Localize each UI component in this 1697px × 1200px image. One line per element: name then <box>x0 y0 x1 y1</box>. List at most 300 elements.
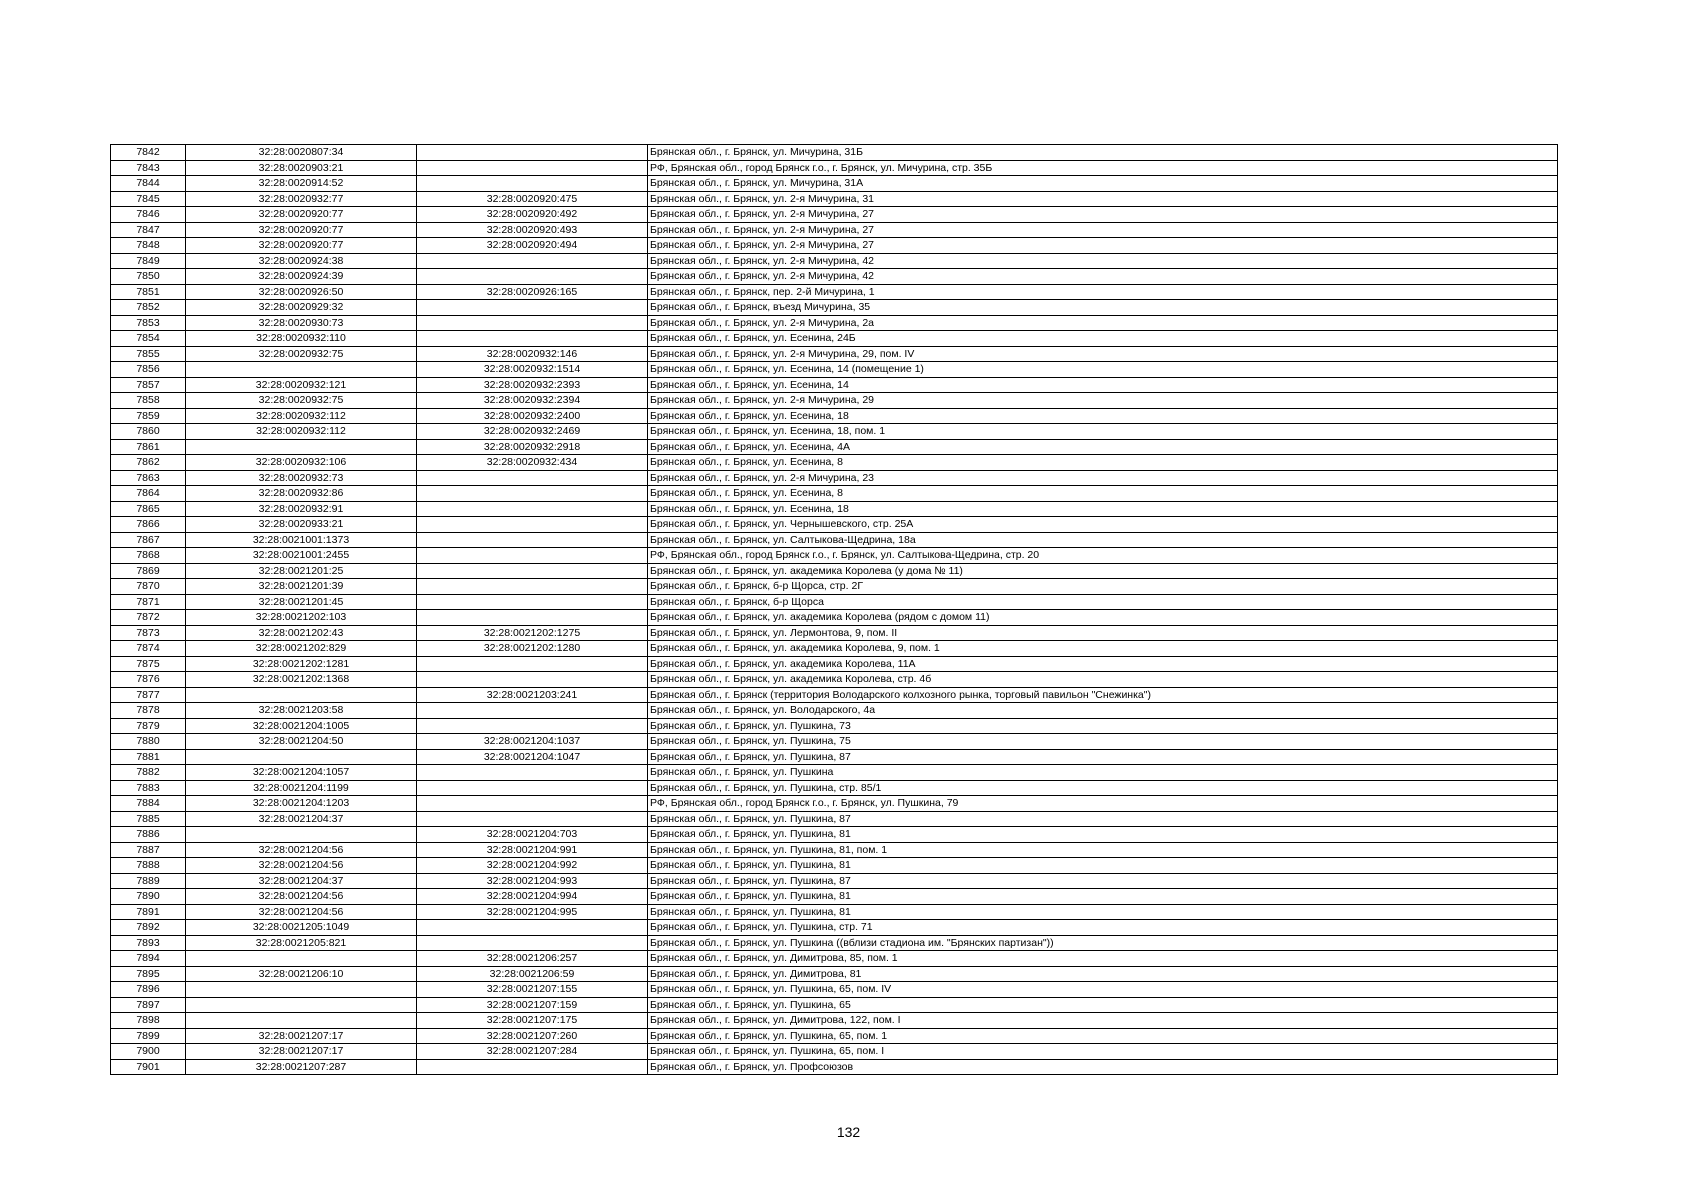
table-row <box>111 1059 1558 1075</box>
table-row <box>111 982 1558 998</box>
row-number-cell: 7842 <box>111 145 186 161</box>
land-cadastral-number-cell: 32:28:0020929:32 <box>186 300 417 316</box>
address-cell: Брянская обл., г. Брянск, ул. Димитрова, 81 <box>648 966 1558 982</box>
row-number-cell: 7863 <box>111 470 186 486</box>
land-cadastral-number-cell: 32:28:0021206:10 <box>186 966 417 982</box>
land-cadastral-number-cell: 32:28:0021204:1057 <box>186 765 417 781</box>
row-number-cell: 7880 <box>111 734 186 750</box>
land-cadastral-number-cell: 32:28:0021202:1281 <box>186 656 417 672</box>
table-row <box>111 718 1558 734</box>
table-row <box>111 951 1558 967</box>
row-number-cell: 7896 <box>111 982 186 998</box>
table-row <box>111 796 1558 812</box>
table-row <box>111 641 1558 657</box>
land-cadastral-number-cell: 32:28:0021204:1005 <box>186 718 417 734</box>
address-cell: Брянская обл., г. Брянск, ул. Пушкина, 73 <box>648 718 1558 734</box>
table-row <box>111 424 1558 440</box>
row-number-cell: 7866 <box>111 517 186 533</box>
address-cell: Брянская обл., г. Брянск, ул. Салтыкова-Щедрина, 18а <box>648 532 1558 548</box>
land-cadastral-number-cell: 32:28:0021202:1368 <box>186 672 417 688</box>
table-row <box>111 625 1558 641</box>
object-cadastral-number-cell <box>417 935 648 951</box>
table-row <box>111 811 1558 827</box>
object-cadastral-number-cell <box>417 145 648 161</box>
row-number-cell: 7848 <box>111 238 186 254</box>
table-row <box>111 842 1558 858</box>
address-cell: Брянская обл., г. Брянск, ул. Пушкина, стр. 85/1 <box>648 780 1558 796</box>
object-cadastral-number-cell <box>417 548 648 564</box>
address-cell: Брянская обл., г. Брянск, ул. Профсоюзов <box>648 1059 1558 1075</box>
row-number-cell: 7854 <box>111 331 186 347</box>
address-cell: Брянская обл., г. Брянск, ул. Пушкина, 65, пом. I <box>648 1044 1558 1060</box>
row-number-cell: 7865 <box>111 501 186 517</box>
land-cadastral-number-cell: 32:28:0020932:86 <box>186 486 417 502</box>
object-cadastral-number-cell: 32:28:0021204:992 <box>417 858 648 874</box>
object-cadastral-number-cell <box>417 672 648 688</box>
page-number: 132 <box>836 1124 861 1140</box>
address-cell: Брянская обл., г. Брянск, ул. академика Королева, 11А <box>648 656 1558 672</box>
address-cell: Брянская обл., г. Брянск, ул. Есенина, 18 <box>648 408 1558 424</box>
object-cadastral-number-cell: 32:28:0021204:1047 <box>417 749 648 765</box>
land-cadastral-number-cell: 32:28:0020920:77 <box>186 238 417 254</box>
table-row <box>111 656 1558 672</box>
object-cadastral-number-cell: 32:28:0020920:475 <box>417 191 648 207</box>
row-number-cell: 7877 <box>111 687 186 703</box>
land-cadastral-number-cell: 32:28:0020932:75 <box>186 346 417 362</box>
land-cadastral-number-cell: 32:28:0020932:106 <box>186 455 417 471</box>
row-number-cell: 7851 <box>111 284 186 300</box>
row-number-cell: 7857 <box>111 377 186 393</box>
table-row <box>111 439 1558 455</box>
address-cell: Брянская обл., г. Брянск, ул. Пушкина, 65, пом. 1 <box>648 1028 1558 1044</box>
object-cadastral-number-cell: 32:28:0021204:995 <box>417 904 648 920</box>
address-cell: Брянская обл., г. Брянск, ул. Есенина, 18, пом. 1 <box>648 424 1558 440</box>
address-cell: Брянская обл., г. Брянск, ул. Есенина, 8 <box>648 486 1558 502</box>
land-cadastral-number-cell: 32:28:0021201:25 <box>186 563 417 579</box>
object-cadastral-number-cell <box>417 796 648 812</box>
row-number-cell: 7849 <box>111 253 186 269</box>
land-cadastral-number-cell <box>186 687 417 703</box>
table-row <box>111 238 1558 254</box>
land-cadastral-number-cell: 32:28:0021202:103 <box>186 610 417 626</box>
object-cadastral-number-cell <box>417 160 648 176</box>
land-cadastral-number-cell: 32:28:0020932:77 <box>186 191 417 207</box>
land-cadastral-number-cell: 32:28:0020932:75 <box>186 393 417 409</box>
object-cadastral-number-cell: 32:28:0021207:260 <box>417 1028 648 1044</box>
object-cadastral-number-cell <box>417 811 648 827</box>
land-cadastral-number-cell <box>186 982 417 998</box>
object-cadastral-number-cell: 32:28:0021202:1275 <box>417 625 648 641</box>
table-row <box>111 191 1558 207</box>
land-cadastral-number-cell: 32:28:0021204:1199 <box>186 780 417 796</box>
table-row <box>111 300 1558 316</box>
land-cadastral-number-cell: 32:28:0021207:17 <box>186 1044 417 1060</box>
object-cadastral-number-cell: 32:28:0020920:492 <box>417 207 648 223</box>
object-cadastral-number-cell: 32:28:0021206:257 <box>417 951 648 967</box>
land-cadastral-number-cell: 32:28:0020914:52 <box>186 176 417 192</box>
address-cell: Брянская обл., г. Брянск, пер. 2-й Мичурина, 1 <box>648 284 1558 300</box>
table-row <box>111 176 1558 192</box>
land-cadastral-number-cell: 32:28:0021201:45 <box>186 594 417 610</box>
object-cadastral-number-cell <box>417 1059 648 1075</box>
table-row <box>111 315 1558 331</box>
land-cadastral-number-cell: 32:28:0021204:56 <box>186 858 417 874</box>
object-cadastral-number-cell: 32:28:0020932:434 <box>417 455 648 471</box>
land-cadastral-number-cell: 32:28:0020932:112 <box>186 424 417 440</box>
table-row <box>111 145 1558 161</box>
address-cell: РФ, Брянская обл., город Брянск г.о., г. Брянск, ул. Пушкина, 79 <box>648 796 1558 812</box>
object-cadastral-number-cell: 32:28:0021204:991 <box>417 842 648 858</box>
object-cadastral-number-cell <box>417 331 648 347</box>
table-row <box>111 889 1558 905</box>
land-cadastral-number-cell: 32:28:0020932:91 <box>186 501 417 517</box>
address-cell: Брянская обл., г. Брянск, ул. Пушкина, 81, пом. 1 <box>648 842 1558 858</box>
address-cell: Брянская обл., г. Брянск, ул. академика Королева, стр. 4б <box>648 672 1558 688</box>
address-cell: Брянская обл., г. Брянск, ул. 2-я Мичурина, 31 <box>648 191 1558 207</box>
address-cell: Брянская обл., г. Брянск, ул. Пушкина, 81 <box>648 889 1558 905</box>
address-cell: Брянская обл., г. Брянск, ул. 2-я Мичурина, 42 <box>648 253 1558 269</box>
address-cell: Брянская обл., г. Брянск, ул. академика Королева, 9, пом. 1 <box>648 641 1558 657</box>
land-cadastral-number-cell: 32:28:0021205:1049 <box>186 920 417 936</box>
address-cell: РФ, Брянская обл., город Брянск г.о., г. Брянск, ул. Мичурина, стр. 35Б <box>648 160 1558 176</box>
land-cadastral-number-cell: 32:28:0021204:37 <box>186 811 417 827</box>
row-number-cell: 7867 <box>111 532 186 548</box>
row-number-cell: 7871 <box>111 594 186 610</box>
object-cadastral-number-cell: 32:28:0020932:2918 <box>417 439 648 455</box>
address-cell: Брянская обл., г. Брянск, ул. 2-я Мичурина, 27 <box>648 238 1558 254</box>
land-cadastral-number-cell: 32:28:0020924:38 <box>186 253 417 269</box>
object-cadastral-number-cell <box>417 563 648 579</box>
table-row <box>111 486 1558 502</box>
row-number-cell: 7855 <box>111 346 186 362</box>
address-cell: Брянская обл., г. Брянск, ул. Пушкина, 87 <box>648 749 1558 765</box>
object-cadastral-number-cell: 32:28:0020932:2400 <box>417 408 648 424</box>
table-row <box>111 610 1558 626</box>
table-row <box>111 470 1558 486</box>
object-cadastral-number-cell: 32:28:0021207:155 <box>417 982 648 998</box>
row-number-cell: 7876 <box>111 672 186 688</box>
object-cadastral-number-cell <box>417 579 648 595</box>
object-cadastral-number-cell <box>417 300 648 316</box>
row-number-cell: 7870 <box>111 579 186 595</box>
land-cadastral-number-cell <box>186 749 417 765</box>
land-cadastral-number-cell: 32:28:0021204:1203 <box>186 796 417 812</box>
table-row <box>111 331 1558 347</box>
object-cadastral-number-cell: 32:28:0021206:59 <box>417 966 648 982</box>
address-cell: Брянская обл., г. Брянск, ул. 2-я Мичурина, 2а <box>648 315 1558 331</box>
object-cadastral-number-cell: 32:28:0020926:165 <box>417 284 648 300</box>
address-cell: Брянская обл., г. Брянск, ул. Володарского, 4а <box>648 703 1558 719</box>
object-cadastral-number-cell <box>417 253 648 269</box>
object-cadastral-number-cell <box>417 656 648 672</box>
land-cadastral-number-cell: 32:28:0020926:50 <box>186 284 417 300</box>
land-cadastral-number-cell: 32:28:0020920:77 <box>186 222 417 238</box>
object-cadastral-number-cell <box>417 470 648 486</box>
row-number-cell: 7899 <box>111 1028 186 1044</box>
object-cadastral-number-cell <box>417 517 648 533</box>
table-row <box>111 734 1558 750</box>
land-cadastral-number-cell: 32:28:0020932:121 <box>186 377 417 393</box>
row-number-cell: 7853 <box>111 315 186 331</box>
row-number-cell: 7878 <box>111 703 186 719</box>
row-number-cell: 7894 <box>111 951 186 967</box>
land-cadastral-number-cell: 32:28:0021204:56 <box>186 904 417 920</box>
object-cadastral-number-cell <box>417 594 648 610</box>
row-number-cell: 7895 <box>111 966 186 982</box>
row-number-cell: 7847 <box>111 222 186 238</box>
row-number-cell: 7882 <box>111 765 186 781</box>
land-cadastral-number-cell: 32:28:0021001:2455 <box>186 548 417 564</box>
land-cadastral-number-cell: 32:28:0021201:39 <box>186 579 417 595</box>
table-row <box>111 687 1558 703</box>
object-cadastral-number-cell: 32:28:0021207:175 <box>417 1013 648 1029</box>
row-number-cell: 7843 <box>111 160 186 176</box>
row-number-cell: 7890 <box>111 889 186 905</box>
table-row <box>111 222 1558 238</box>
address-cell: РФ, Брянская обл., город Брянск г.о., г. Брянск, ул. Салтыкова-Щедрина, стр. 20 <box>648 548 1558 564</box>
row-number-cell: 7892 <box>111 920 186 936</box>
row-number-cell: 7898 <box>111 1013 186 1029</box>
row-number-cell: 7886 <box>111 827 186 843</box>
row-number-cell: 7900 <box>111 1044 186 1060</box>
row-number-cell: 7864 <box>111 486 186 502</box>
row-number-cell: 7901 <box>111 1059 186 1075</box>
object-cadastral-number-cell: 32:28:0021207:284 <box>417 1044 648 1060</box>
land-cadastral-number-cell: 32:28:0020932:110 <box>186 331 417 347</box>
address-cell: Брянская обл., г. Брянск, ул. 2-я Мичурина, 42 <box>648 269 1558 285</box>
table-row <box>111 858 1558 874</box>
table-row <box>111 532 1558 548</box>
row-number-cell: 7860 <box>111 424 186 440</box>
address-cell: Брянская обл., г. Брянск, ул. Есенина, 14 <box>648 377 1558 393</box>
row-number-cell: 7884 <box>111 796 186 812</box>
table-row <box>111 765 1558 781</box>
land-cadastral-number-cell: 32:28:0020807:34 <box>186 145 417 161</box>
address-cell: Брянская обл., г. Брянск, ул. Димитрова, 85, пом. 1 <box>648 951 1558 967</box>
object-cadastral-number-cell: 32:28:0020920:493 <box>417 222 648 238</box>
land-cadastral-number-cell: 32:28:0020920:77 <box>186 207 417 223</box>
object-cadastral-number-cell: 32:28:0020932:1514 <box>417 362 648 378</box>
address-cell: Брянская обл., г. Брянск, ул. Пушкина, стр. 71 <box>648 920 1558 936</box>
land-cadastral-number-cell: 32:28:0020903:21 <box>186 160 417 176</box>
address-cell: Брянская обл., г. Брянск, ул. Пушкина, 87 <box>648 811 1558 827</box>
object-cadastral-number-cell <box>417 703 648 719</box>
row-number-cell: 7885 <box>111 811 186 827</box>
table-row <box>111 703 1558 719</box>
land-cadastral-number-cell <box>186 1013 417 1029</box>
row-number-cell: 7846 <box>111 207 186 223</box>
land-cadastral-number-cell <box>186 997 417 1013</box>
row-number-cell: 7879 <box>111 718 186 734</box>
row-number-cell: 7889 <box>111 873 186 889</box>
row-number-cell: 7845 <box>111 191 186 207</box>
address-cell: Брянская обл., г. Брянск, ул. Пушкина, 81 <box>648 904 1558 920</box>
address-cell: Брянская обл., г. Брянск, ул. 2-я Мичурина, 27 <box>648 207 1558 223</box>
object-cadastral-number-cell: 32:28:0021207:159 <box>417 997 648 1013</box>
table-row <box>111 997 1558 1013</box>
table-row <box>111 501 1558 517</box>
row-number-cell: 7881 <box>111 749 186 765</box>
table-row <box>111 377 1558 393</box>
object-cadastral-number-cell <box>417 610 648 626</box>
row-number-cell: 7875 <box>111 656 186 672</box>
object-cadastral-number-cell: 32:28:0021204:994 <box>417 889 648 905</box>
land-cadastral-number-cell: 32:28:0021207:17 <box>186 1028 417 1044</box>
address-cell: Брянская обл., г. Брянск, ул. Пушкина, 81 <box>648 858 1558 874</box>
object-cadastral-number-cell <box>417 780 648 796</box>
table-row <box>111 455 1558 471</box>
land-cadastral-number-cell <box>186 951 417 967</box>
land-cadastral-number-cell: 32:28:0020932:73 <box>186 470 417 486</box>
object-cadastral-number-cell <box>417 486 648 502</box>
land-cadastral-number-cell: 32:28:0021204:37 <box>186 873 417 889</box>
land-cadastral-number-cell: 32:28:0021204:56 <box>186 889 417 905</box>
object-cadastral-number-cell: 32:28:0020920:494 <box>417 238 648 254</box>
land-cadastral-number-cell: 32:28:0021205:821 <box>186 935 417 951</box>
address-cell: Брянская обл., г. Брянск, б-р Щорса, стр. 2Г <box>648 579 1558 595</box>
row-number-cell: 7874 <box>111 641 186 657</box>
address-cell: Брянская обл., г. Брянск, въезд Мичурина, 35 <box>648 300 1558 316</box>
row-number-cell: 7888 <box>111 858 186 874</box>
address-cell: Брянская обл., г. Брянск, ул. Пушкина <box>648 765 1558 781</box>
land-cadastral-number-cell: 32:28:0020933:21 <box>186 517 417 533</box>
object-cadastral-number-cell: 32:28:0020932:146 <box>417 346 648 362</box>
table-row <box>111 1028 1558 1044</box>
object-cadastral-number-cell: 32:28:0021204:1037 <box>417 734 648 750</box>
registry-table-body <box>111 145 1558 1075</box>
address-cell: Брянская обл., г. Брянск, ул. Есенина, 18 <box>648 501 1558 517</box>
row-number-cell: 7893 <box>111 935 186 951</box>
address-cell: Брянская обл., г. Брянск (территория Володарского колхозного рынка, торговый павильон "Снежинка") <box>648 687 1558 703</box>
address-cell: Брянская обл., г. Брянск, ул. Лермонтова, 9, пом. II <box>648 625 1558 641</box>
land-cadastral-number-cell: 32:28:0021001:1373 <box>186 532 417 548</box>
row-number-cell: 7850 <box>111 269 186 285</box>
table-row <box>111 873 1558 889</box>
table-row <box>111 1044 1558 1060</box>
property-registry-table <box>110 144 1558 1075</box>
land-cadastral-number-cell: 32:28:0020932:112 <box>186 408 417 424</box>
land-cadastral-number-cell <box>186 439 417 455</box>
table-row <box>111 548 1558 564</box>
row-number-cell: 7883 <box>111 780 186 796</box>
row-number-cell: 7844 <box>111 176 186 192</box>
object-cadastral-number-cell: 32:28:0021202:1280 <box>417 641 648 657</box>
table-row <box>111 579 1558 595</box>
object-cadastral-number-cell: 32:28:0020932:2394 <box>417 393 648 409</box>
address-cell: Брянская обл., г. Брянск, ул. Пушкина, 81 <box>648 827 1558 843</box>
row-number-cell: 7859 <box>111 408 186 424</box>
address-cell: Брянская обл., г. Брянск, ул. Есенина, 24Б <box>648 331 1558 347</box>
address-cell: Брянская обл., г. Брянск, б-р Щорса <box>648 594 1558 610</box>
address-cell: Брянская обл., г. Брянск, ул. Пушкина, 87 <box>648 873 1558 889</box>
address-cell: Брянская обл., г. Брянск, ул. Есенина, 14 (помещение 1) <box>648 362 1558 378</box>
table-row <box>111 672 1558 688</box>
table-row <box>111 827 1558 843</box>
object-cadastral-number-cell <box>417 765 648 781</box>
address-cell: Брянская обл., г. Брянск, ул. Пушкина, 65 <box>648 997 1558 1013</box>
land-cadastral-number-cell: 32:28:0021203:58 <box>186 703 417 719</box>
row-number-cell: 7862 <box>111 455 186 471</box>
land-cadastral-number-cell: 32:28:0021202:43 <box>186 625 417 641</box>
table-row <box>111 935 1558 951</box>
land-cadastral-number-cell: 32:28:0020924:39 <box>186 269 417 285</box>
address-cell: Брянская обл., г. Брянск, ул. Димитрова, 122, пом. I <box>648 1013 1558 1029</box>
table-row <box>111 749 1558 765</box>
object-cadastral-number-cell: 32:28:0021204:703 <box>417 827 648 843</box>
table-row <box>111 284 1558 300</box>
address-cell: Брянская обл., г. Брянск, ул. Мичурина, 31Б <box>648 145 1558 161</box>
object-cadastral-number-cell: 32:28:0020932:2393 <box>417 377 648 393</box>
address-cell: Брянская обл., г. Брянск, ул. Пушкина, 75 <box>648 734 1558 750</box>
table-row <box>111 594 1558 610</box>
address-cell: Брянская обл., г. Брянск, ул. академика Королева (у дома № 11) <box>648 563 1558 579</box>
address-cell: Брянская обл., г. Брянск, ул. Пушкина, 65, пом. IV <box>648 982 1558 998</box>
row-number-cell: 7852 <box>111 300 186 316</box>
object-cadastral-number-cell <box>417 532 648 548</box>
table-row <box>111 780 1558 796</box>
table-row <box>111 393 1558 409</box>
table-row <box>111 563 1558 579</box>
object-cadastral-number-cell: 32:28:0021203:241 <box>417 687 648 703</box>
table-row <box>111 408 1558 424</box>
object-cadastral-number-cell <box>417 176 648 192</box>
object-cadastral-number-cell: 32:28:0021204:993 <box>417 873 648 889</box>
table-row <box>111 517 1558 533</box>
table-row <box>111 346 1558 362</box>
table-row <box>111 362 1558 378</box>
table-row <box>111 269 1558 285</box>
row-number-cell: 7891 <box>111 904 186 920</box>
land-cadastral-number-cell: 32:28:0021204:50 <box>186 734 417 750</box>
address-cell: Брянская обл., г. Брянск, ул. 2-я Мичурина, 23 <box>648 470 1558 486</box>
object-cadastral-number-cell <box>417 920 648 936</box>
row-number-cell: 7873 <box>111 625 186 641</box>
address-cell: Брянская обл., г. Брянск, ул. академика Королева (рядом с домом 11) <box>648 610 1558 626</box>
row-number-cell: 7897 <box>111 997 186 1013</box>
table-row <box>111 1013 1558 1029</box>
address-cell: Брянская обл., г. Брянск, ул. 2-я Мичурина, 29 <box>648 393 1558 409</box>
address-cell: Брянская обл., г. Брянск, ул. Пушкина ((вблизи стадиона им. "Брянских партизан")) <box>648 935 1558 951</box>
row-number-cell: 7872 <box>111 610 186 626</box>
land-cadastral-number-cell <box>186 827 417 843</box>
row-number-cell: 7858 <box>111 393 186 409</box>
row-number-cell: 7869 <box>111 563 186 579</box>
object-cadastral-number-cell <box>417 315 648 331</box>
table-row <box>111 966 1558 982</box>
table-row <box>111 160 1558 176</box>
address-cell: Брянская обл., г. Брянск, ул. Есенина, 4А <box>648 439 1558 455</box>
object-cadastral-number-cell <box>417 718 648 734</box>
row-number-cell: 7856 <box>111 362 186 378</box>
object-cadastral-number-cell: 32:28:0020932:2469 <box>417 424 648 440</box>
table-row <box>111 207 1558 223</box>
row-number-cell: 7887 <box>111 842 186 858</box>
row-number-cell: 7868 <box>111 548 186 564</box>
address-cell: Брянская обл., г. Брянск, ул. 2-я Мичурина, 27 <box>648 222 1558 238</box>
row-number-cell: 7861 <box>111 439 186 455</box>
table-row <box>111 920 1558 936</box>
address-cell: Брянская обл., г. Брянск, ул. Мичурина, 31А <box>648 176 1558 192</box>
address-cell: Брянская обл., г. Брянск, ул. 2-я Мичурина, 29, пом. IV <box>648 346 1558 362</box>
land-cadastral-number-cell: 32:28:0021207:287 <box>186 1059 417 1075</box>
object-cadastral-number-cell <box>417 501 648 517</box>
address-cell: Брянская обл., г. Брянск, ул. Чернышевского, стр. 25А <box>648 517 1558 533</box>
table-row <box>111 904 1558 920</box>
land-cadastral-number-cell <box>186 362 417 378</box>
table-row <box>111 253 1558 269</box>
object-cadastral-number-cell <box>417 269 648 285</box>
land-cadastral-number-cell: 32:28:0021204:56 <box>186 842 417 858</box>
